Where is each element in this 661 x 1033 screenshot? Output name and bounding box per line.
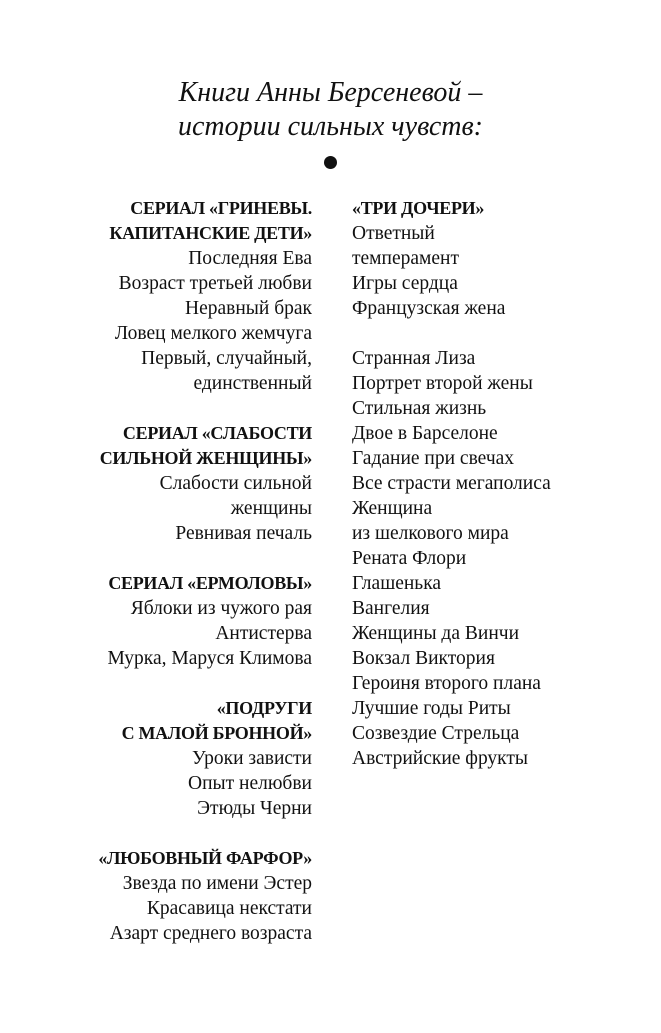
book-title: Женщины да Винчи	[352, 623, 520, 644]
book-title: Ревнивая печаль	[175, 523, 312, 544]
left-column	[40, 196, 312, 946]
book-title: Гадание при свечах	[352, 448, 515, 469]
series-heading: СЕРИАЛ «ГРИНЕВЫ.	[130, 198, 312, 218]
spacer	[40, 396, 312, 421]
book-title: Яблоки из чужого рая	[130, 598, 312, 619]
book-title: единственный	[193, 373, 312, 394]
book-title: Героиня второго плана	[352, 673, 541, 694]
book-title: Созвездие Стрельца	[352, 723, 520, 744]
book-title: Французская жена	[352, 298, 506, 319]
spacer	[40, 546, 312, 571]
book-title: Женщина	[352, 498, 433, 519]
right-column	[352, 196, 642, 771]
book-title: Вангелия	[352, 598, 430, 619]
book-title: Игры сердца	[352, 273, 458, 294]
book-title: Мурка, Маруся Климова	[107, 648, 312, 669]
book-title: Стильная жизнь	[352, 398, 487, 419]
page-title	[0, 76, 661, 144]
spacer	[352, 321, 642, 346]
series-heading: «ПОДРУГИ	[216, 698, 312, 718]
book-title: Опыт нелюбви	[188, 773, 312, 794]
book-title: Странная Лиза	[352, 348, 476, 369]
book-title: Рената Флори	[352, 548, 467, 569]
book-title: Вокзал Виктория	[352, 648, 495, 669]
book-title: Красавица некстати	[146, 898, 312, 919]
series-heading: «ЛЮБОВНЫЙ ФАРФОР»	[98, 848, 312, 868]
book-title: Ответный	[352, 223, 435, 244]
book-title: Австрийские фрукты	[352, 748, 529, 769]
book-title: темперамент	[352, 248, 459, 269]
series-heading: СЕРИАЛ «ЕРМОЛОВЫ»	[108, 573, 312, 593]
spacer	[40, 671, 312, 696]
book-title: Неравный брак	[185, 298, 312, 319]
title-line-1: Книги Анны Берсеневой –	[178, 77, 483, 108]
book-title: Глашенька	[352, 573, 442, 594]
bullet-divider-icon	[324, 156, 337, 169]
series-heading: СИЛЬНОЙ ЖЕНЩИНЫ»	[99, 448, 312, 468]
book-title: женщины	[230, 498, 312, 519]
book-title: Ловец мелкого жемчуга	[114, 323, 312, 344]
book-title: Слабости сильной	[159, 473, 312, 494]
book-title: Уроки зависти	[192, 748, 312, 769]
book-title: Азарт среднего возраста	[109, 923, 312, 944]
book-title: Лучшие годы Риты	[352, 698, 511, 719]
book-title: Первый, случайный,	[141, 348, 312, 369]
series-heading: «ТРИ ДОЧЕРИ»	[352, 198, 485, 218]
book-title: Все страсти мегаполиса	[352, 473, 551, 494]
book-title: Звезда по имени Эстер	[122, 873, 312, 894]
series-heading: КАПИТАНСКИЕ ДЕТИ»	[109, 223, 312, 243]
book-title: Последняя Ева	[188, 248, 312, 269]
series-heading: С МАЛОЙ БРОННОЙ»	[121, 723, 312, 743]
book-title: Возраст третьей любви	[118, 273, 312, 294]
book-title: Этюды Черни	[197, 798, 312, 819]
book-title: Портрет второй жены	[352, 373, 533, 394]
series-heading: СЕРИАЛ «СЛАБОСТИ	[122, 423, 312, 443]
book-title: Антистерва	[215, 623, 312, 644]
title-line-2: истории сильных чувств:	[177, 111, 483, 142]
book-title: из шелкового мира	[352, 523, 509, 544]
spacer	[40, 821, 312, 846]
book-title: Двое в Барселоне	[352, 423, 498, 444]
